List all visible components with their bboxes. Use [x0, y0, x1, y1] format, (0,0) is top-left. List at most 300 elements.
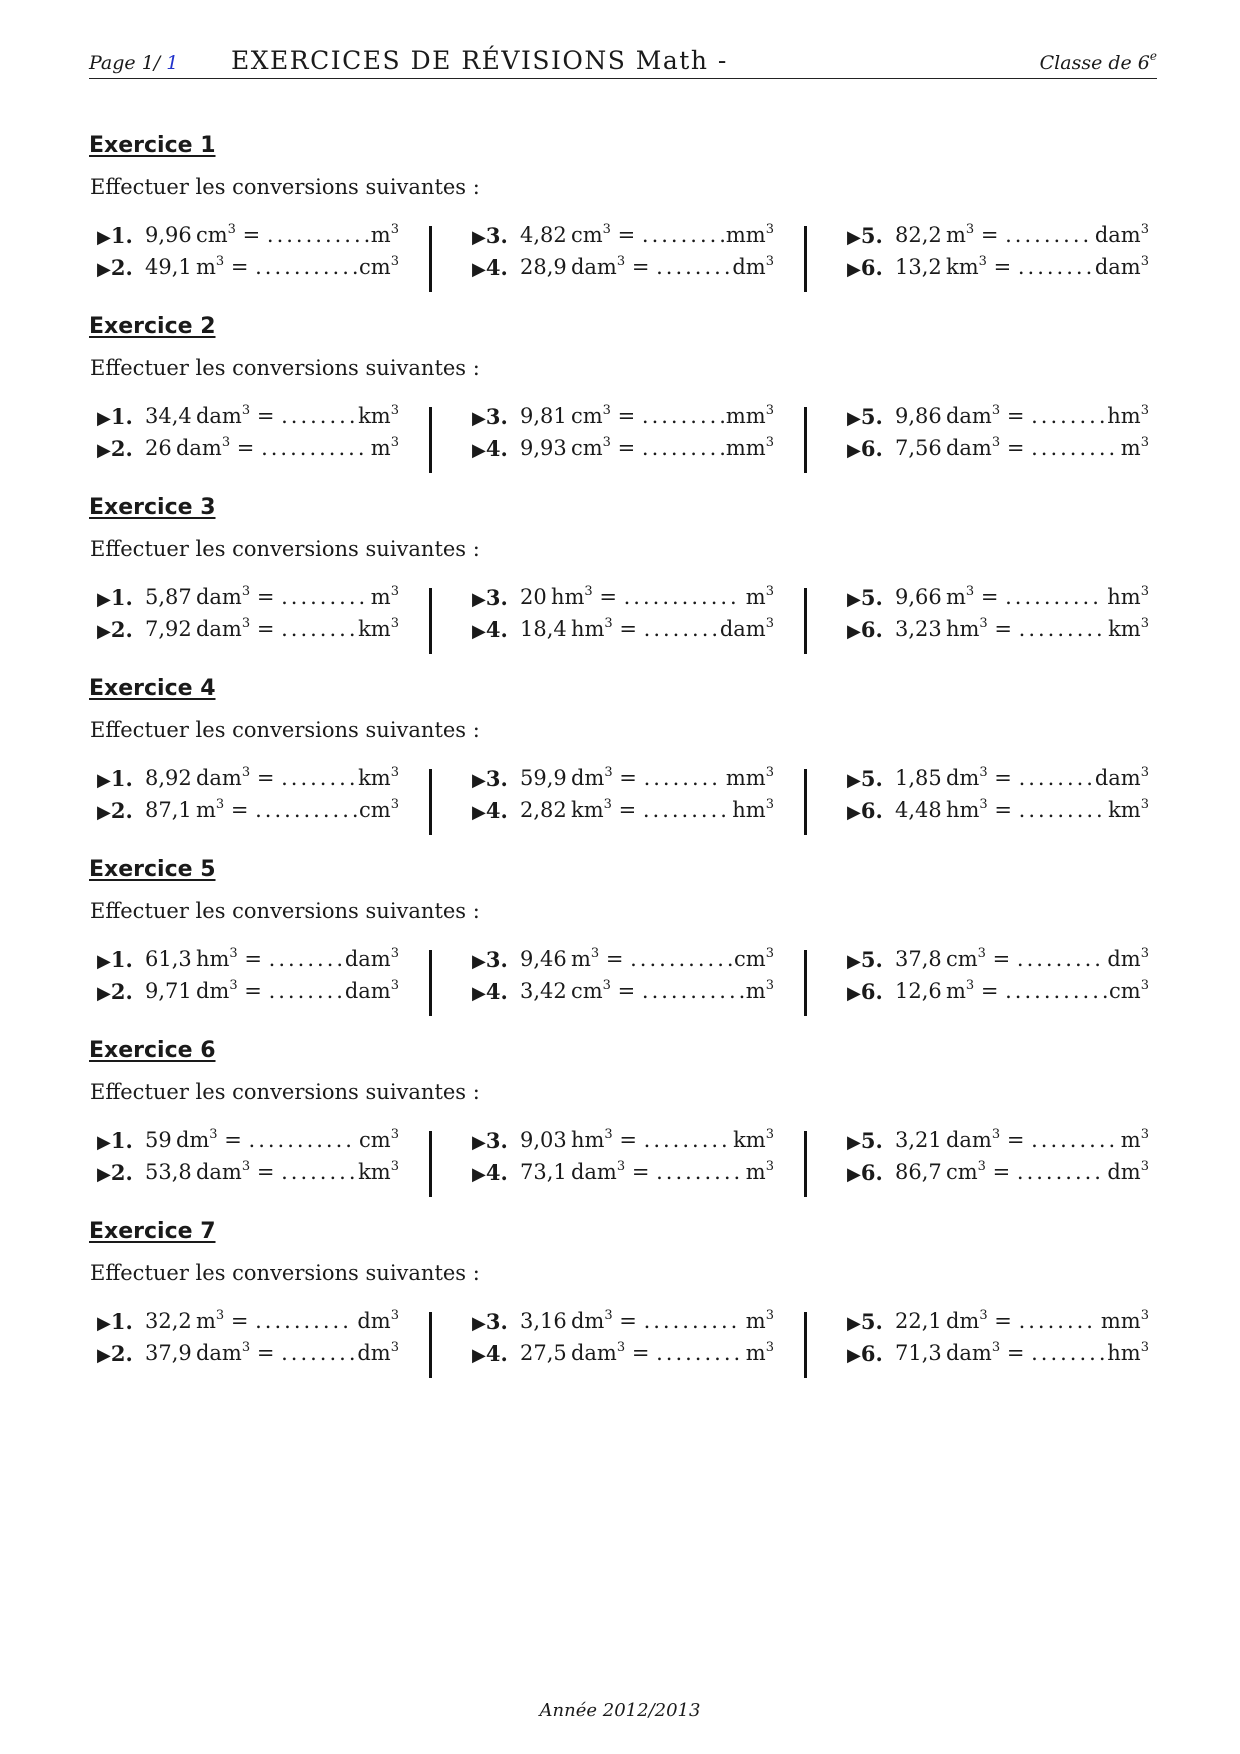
exercise-block — [89, 857, 1157, 1027]
cube-exponent: 3 — [765, 616, 774, 631]
conversion-item — [97, 798, 399, 828]
cube-exponent: 3 — [765, 765, 774, 780]
target-unit-wrap — [1109, 979, 1149, 1003]
item-number — [97, 404, 133, 429]
source-value: 9,86 — [895, 404, 942, 428]
exercise-column — [464, 1128, 774, 1196]
conversion-expression: 34,4 dam$^3$ = ........ — [145, 403, 359, 428]
conversion-expression: 9,96 $cm^3$ = ........... — [145, 222, 374, 247]
target-unit-wrap — [1101, 1309, 1149, 1333]
item-number-label: 6. — [860, 617, 883, 642]
cube-exponent: 3 — [765, 403, 774, 418]
conversion-item — [847, 1160, 1149, 1190]
item-number — [97, 979, 133, 1004]
item-number — [97, 436, 133, 461]
target-unit-wrap — [1095, 223, 1149, 247]
item-number — [97, 255, 133, 280]
triangle-bullet-icon: ▶ — [847, 589, 861, 610]
class-label-superscript: e — [1149, 49, 1157, 63]
cube-exponent: 3 — [590, 946, 600, 961]
cube-exponent: 3 — [1140, 222, 1149, 237]
cube-exponent: 3 — [1140, 1159, 1149, 1174]
conversion-expression: 59 $dm^3$ = ........... — [145, 1127, 355, 1152]
exercise-column — [89, 404, 399, 472]
source-value: 37,8 — [895, 947, 942, 971]
column-separator — [429, 407, 432, 473]
answer-blank[interactable]: .......... — [255, 1309, 352, 1333]
target-unit-wrap — [359, 1128, 399, 1152]
cube-exponent: 3 — [390, 435, 399, 450]
item-number-label: 3. — [485, 947, 508, 972]
cube-exponent: 3 — [978, 254, 987, 269]
column-separator — [804, 588, 807, 654]
target-unit: m — [1120, 436, 1141, 460]
conversion-item — [847, 1341, 1149, 1371]
triangle-bullet-icon: ▶ — [97, 802, 111, 823]
source-unit: cm — [945, 947, 978, 971]
cube-exponent: 3 — [602, 222, 611, 237]
target-unit: m — [370, 585, 391, 609]
source-unit: m — [195, 798, 216, 822]
conversion-item — [472, 1128, 774, 1158]
source-unit: hm — [570, 1128, 605, 1152]
answer-blank[interactable]: ........ — [656, 255, 734, 279]
answer-blank[interactable]: ......... — [1031, 436, 1119, 460]
item-number — [472, 223, 508, 248]
triangle-bullet-icon: ▶ — [847, 951, 861, 972]
answer-blank[interactable]: ......... — [656, 1341, 744, 1365]
answer-blank[interactable]: ........... — [641, 979, 749, 1003]
item-number — [472, 1341, 508, 1366]
answer-blank[interactable]: ......... — [641, 223, 729, 247]
source-value: 3,42 — [520, 979, 567, 1003]
answer-blank[interactable]: ........ — [1031, 1341, 1109, 1365]
column-separator — [429, 1312, 432, 1378]
answer-blank[interactable]: ........... — [266, 223, 374, 247]
conversion-expression: 22,1 $dm^3$ = ........ — [895, 1308, 1096, 1333]
item-number — [847, 979, 883, 1004]
conversion-item — [97, 947, 399, 977]
cube-exponent: 3 — [241, 765, 251, 780]
source-unit: dam — [195, 1160, 242, 1184]
answer-blank[interactable]: .......... — [1005, 585, 1102, 609]
target-unit-wrap — [1107, 585, 1149, 609]
target-unit: km — [733, 1128, 766, 1152]
answer-blank[interactable]: ........... — [255, 798, 362, 822]
conversion-expression: 73,1 dam$^3$ = ......... — [520, 1159, 744, 1184]
cube-exponent: 3 — [604, 616, 613, 631]
target-unit-wrap — [358, 766, 399, 790]
answer-blank[interactable]: ............ — [623, 585, 740, 609]
cube-exponent: 3 — [979, 1308, 988, 1323]
source-unit: cm — [570, 979, 603, 1003]
conversion-item — [847, 979, 1149, 1009]
triangle-bullet-icon: ▶ — [97, 1345, 111, 1366]
conversion-expression: 37,9 dam$^3$ = ........ — [145, 1340, 359, 1365]
target-unit-wrap — [726, 766, 774, 790]
exercise-column — [839, 1128, 1149, 1196]
cube-exponent: 3 — [390, 946, 399, 961]
answer-blank[interactable]: ........ — [281, 1341, 359, 1365]
item-number-label: 5. — [860, 766, 883, 791]
exercise-column — [464, 585, 774, 653]
cube-exponent: 3 — [1140, 254, 1149, 269]
source-value: 3,16 — [520, 1309, 567, 1333]
target-unit-wrap — [357, 1309, 399, 1333]
target-unit: mm — [725, 766, 766, 790]
exercise-column — [464, 766, 774, 834]
conversion-expression: 32,2 $m^3$ = .......... — [145, 1308, 352, 1333]
item-number-label: 1. — [110, 1309, 133, 1334]
conversion-expression: 3,16 $dm^3$ = .......... — [520, 1308, 741, 1333]
column-separator — [429, 1131, 432, 1197]
cube-exponent: 3 — [979, 797, 988, 812]
answer-blank[interactable]: ......... — [1005, 223, 1093, 247]
answer-blank[interactable]: ........ — [1018, 766, 1096, 790]
cube-exponent: 3 — [241, 584, 251, 599]
cube-exponent: 3 — [965, 222, 975, 237]
target-unit: dm — [357, 1341, 391, 1365]
conversion-item — [472, 798, 774, 828]
answer-blank[interactable]: .......... — [643, 1309, 741, 1333]
column-separator — [429, 588, 432, 654]
source-unit: dam — [175, 436, 222, 460]
answer-blank[interactable]: ........... — [255, 255, 362, 279]
item-number-label: 6. — [860, 1160, 883, 1185]
cube-exponent: 3 — [979, 765, 988, 780]
cube-exponent: 3 — [1140, 1340, 1149, 1355]
conversion-expression: 9,71 $dm^3$ = ........ — [145, 978, 346, 1003]
column-separator — [804, 769, 807, 835]
answer-blank[interactable]: ......... — [1016, 1160, 1104, 1184]
conversion-expression: 4,82 $cm^3$ = ......... — [520, 222, 729, 247]
cube-exponent: 3 — [1140, 403, 1149, 418]
target-unit-wrap — [1108, 617, 1149, 641]
target-unit: dam — [719, 617, 766, 641]
source-value: 27,5 — [520, 1341, 567, 1365]
target-unit: cm — [1109, 979, 1141, 1003]
target-unit: hm — [732, 798, 766, 822]
triangle-bullet-icon: ▶ — [472, 983, 486, 1004]
exercise-title: Exercice 2 — [89, 314, 216, 339]
column-separator — [804, 950, 807, 1016]
exercise-column — [89, 585, 399, 653]
target-unit: dm — [1107, 947, 1141, 971]
item-number — [847, 1160, 883, 1185]
item-number-label: 3. — [485, 223, 508, 248]
conversion-item — [472, 436, 774, 466]
answer-blank[interactable]: ........ — [268, 979, 346, 1003]
answer-blank[interactable]: ......... — [1031, 1128, 1119, 1152]
triangle-bullet-icon: ▶ — [847, 408, 861, 429]
item-number — [472, 979, 508, 1004]
source-unit: dm — [195, 979, 230, 1003]
cube-exponent: 3 — [390, 222, 399, 237]
item-number — [472, 585, 508, 610]
exercise-block — [89, 495, 1157, 665]
cube-exponent: 3 — [604, 1308, 613, 1323]
exercise-title: Exercice 4 — [89, 676, 216, 701]
conversion-item — [97, 404, 399, 434]
source-value: 4,48 — [895, 798, 942, 822]
conversion-expression: 3,42 $cm^3$ = ........... — [520, 978, 749, 1003]
exercise-instruction: Effectuer les conversions suivantes : — [90, 356, 480, 380]
target-unit-wrap — [746, 585, 774, 609]
target-unit: cm — [359, 798, 391, 822]
answer-blank[interactable]: ......... — [641, 404, 729, 428]
target-unit: dm — [1107, 1160, 1141, 1184]
source-value: 5,87 — [145, 585, 192, 609]
item-number — [847, 617, 883, 642]
cube-exponent: 3 — [765, 978, 774, 993]
source-unit: dam — [570, 1341, 617, 1365]
item-number-label: 4. — [485, 1341, 508, 1366]
target-unit: km — [1108, 617, 1141, 641]
source-unit: km — [570, 798, 604, 822]
triangle-bullet-icon: ▶ — [472, 1164, 486, 1185]
source-value: 8,92 — [145, 766, 192, 790]
answer-blank[interactable]: ........... — [261, 436, 368, 460]
item-number-label: 2. — [110, 617, 133, 642]
cube-exponent: 3 — [229, 946, 238, 961]
column-separator — [429, 769, 432, 835]
item-number — [97, 617, 133, 642]
item-number-label: 6. — [860, 436, 883, 461]
exercise-instruction: Effectuer les conversions suivantes : — [90, 718, 480, 742]
item-number-label: 5. — [860, 1309, 883, 1334]
source-unit: hm — [945, 617, 980, 641]
triangle-bullet-icon: ▶ — [847, 770, 861, 791]
source-value: 18,4 — [520, 617, 567, 641]
target-unit-wrap — [1107, 1341, 1149, 1365]
answer-blank[interactable]: ........ — [281, 1160, 359, 1184]
triangle-bullet-icon: ▶ — [472, 802, 486, 823]
item-number-label: 3. — [485, 585, 508, 610]
cube-exponent: 3 — [241, 403, 251, 418]
triangle-bullet-icon: ▶ — [472, 408, 486, 429]
triangle-bullet-icon: ▶ — [472, 951, 486, 972]
answer-blank[interactable]: ........... — [248, 1128, 355, 1152]
conversion-item — [472, 979, 774, 1009]
source-unit: m — [570, 947, 591, 971]
answer-blank[interactable]: ......... — [643, 1128, 731, 1152]
item-number — [472, 255, 508, 280]
answer-blank[interactable]: ........ — [643, 617, 722, 641]
exercise-instruction: Effectuer les conversions suivantes : — [90, 1261, 480, 1285]
cube-exponent: 3 — [390, 254, 399, 269]
conversion-expression: 4,48 $hm^3$ = ......... — [895, 797, 1106, 822]
page-total-link[interactable]: 1 — [166, 52, 179, 74]
target-unit: km — [358, 617, 391, 641]
exercise-column — [839, 585, 1149, 653]
column-separator — [804, 1312, 807, 1378]
source-value: 37,9 — [145, 1341, 192, 1365]
answer-blank[interactable]: ........ — [1031, 404, 1109, 428]
answer-blank[interactable]: ........ — [1017, 255, 1096, 279]
item-number-label: 5. — [860, 1128, 883, 1153]
answer-blank[interactable]: ......... — [656, 1160, 744, 1184]
source-unit: dam — [195, 617, 242, 641]
conversion-expression: 37,8 $cm^3$ = ......... — [895, 946, 1104, 971]
answer-blank[interactable]: ......... — [641, 436, 729, 460]
exercise-block — [89, 133, 1157, 303]
item-number-label: 4. — [485, 798, 508, 823]
conversion-expression: 61,3 $hm^3$ = ........ — [145, 946, 347, 971]
source-unit: dam — [945, 1128, 992, 1152]
conversion-item — [847, 798, 1149, 828]
source-value: 9,96 — [145, 223, 192, 247]
answer-blank[interactable]: ........... — [630, 947, 737, 971]
item-number-label: 4. — [485, 1160, 508, 1185]
source-value: 59,9 — [520, 766, 567, 790]
cube-exponent: 3 — [991, 403, 1001, 418]
triangle-bullet-icon: ▶ — [97, 1164, 111, 1185]
triangle-bullet-icon: ▶ — [847, 259, 861, 280]
source-value: 9,71 — [145, 979, 192, 1003]
target-unit-wrap — [1095, 255, 1149, 279]
conversion-expression: 28,9 dam$^3$ = ........ — [520, 254, 734, 279]
conversion-expression: 12,6 $m^3$ = ........... — [895, 978, 1112, 1003]
target-unit: hm — [1107, 1341, 1141, 1365]
target-unit: dm — [732, 255, 766, 279]
conversion-item — [97, 617, 399, 647]
target-unit: km — [358, 766, 391, 790]
target-unit-wrap — [733, 1128, 774, 1152]
cube-exponent: 3 — [765, 1340, 774, 1355]
triangle-bullet-icon: ▶ — [847, 621, 861, 642]
triangle-bullet-icon: ▶ — [97, 1313, 111, 1334]
cube-exponent: 3 — [765, 584, 774, 599]
target-unit-wrap — [732, 798, 774, 822]
item-number — [97, 1341, 133, 1366]
target-unit: m — [745, 979, 766, 1003]
triangle-bullet-icon: ▶ — [472, 1313, 486, 1334]
conversion-item — [847, 1309, 1149, 1339]
source-value: 9,46 — [520, 947, 567, 971]
source-value: 87,1 — [145, 798, 192, 822]
answer-blank[interactable]: ........ — [281, 617, 359, 641]
answer-blank[interactable]: ........ — [643, 766, 721, 790]
source-unit: dam — [570, 255, 617, 279]
triangle-bullet-icon: ▶ — [472, 259, 486, 280]
item-number-label: 6. — [860, 979, 883, 1004]
item-number-label: 5. — [860, 947, 883, 972]
cube-exponent: 3 — [1140, 765, 1149, 780]
target-unit-wrap — [1121, 436, 1149, 460]
answer-blank[interactable]: ........ — [1018, 1309, 1096, 1333]
conversion-expression: 86,7 $cm^3$ = ......... — [895, 1159, 1104, 1184]
cube-exponent: 3 — [965, 584, 975, 599]
target-unit-wrap — [726, 223, 774, 247]
answer-blank[interactable]: ......... — [642, 798, 730, 822]
exercise-column — [464, 223, 774, 291]
exercise-instruction: Effectuer les conversions suivantes : — [90, 899, 480, 923]
source-value: 22,1 — [895, 1309, 942, 1333]
item-number — [97, 798, 133, 823]
source-unit: dam — [195, 404, 242, 428]
conversion-expression: 13,2 $km^3$ = ........ — [895, 254, 1096, 279]
answer-blank[interactable]: ........ — [268, 947, 347, 971]
item-number-label: 6. — [860, 798, 883, 823]
source-value: 61,3 — [145, 947, 192, 971]
page-number-prefix: Page 1/ — [89, 52, 167, 74]
cube-exponent: 3 — [765, 435, 774, 450]
page-header — [89, 42, 1157, 79]
conversion-expression: 1,85 $dm^3$ = ........ — [895, 765, 1096, 790]
source-unit: hm — [945, 798, 980, 822]
answer-blank[interactable]: ........ — [281, 766, 359, 790]
answer-blank[interactable]: ......... — [1018, 798, 1106, 822]
conversion-expression: 53,8 dam$^3$ = ........ — [145, 1159, 359, 1184]
cube-exponent: 3 — [390, 765, 399, 780]
target-unit-wrap — [746, 1160, 774, 1184]
exercise-title: Exercice 6 — [89, 1038, 216, 1063]
item-number-label: 1. — [110, 223, 133, 248]
target-unit-wrap — [1107, 947, 1149, 971]
cube-exponent: 3 — [1140, 978, 1149, 993]
exercise-column — [839, 766, 1149, 834]
cube-exponent: 3 — [616, 1159, 626, 1174]
item-number-label: 1. — [110, 404, 133, 429]
cube-exponent: 3 — [215, 797, 225, 812]
answer-blank[interactable]: ........ — [281, 404, 359, 428]
item-number-label: 2. — [110, 1160, 133, 1185]
cube-exponent: 3 — [765, 1127, 774, 1142]
triangle-bullet-icon: ▶ — [97, 440, 111, 461]
exercise-column — [839, 1309, 1149, 1377]
exercise-column — [89, 947, 399, 1015]
target-unit: m — [370, 223, 391, 247]
conversion-expression: 3,21 dam$^3$ = ......... — [895, 1127, 1119, 1152]
answer-blank[interactable]: ......... — [281, 585, 369, 609]
conversion-item — [472, 766, 774, 796]
target-unit-wrap — [746, 979, 774, 1003]
cube-exponent: 3 — [616, 1340, 626, 1355]
page-footer: Année 2012/2013 — [539, 1700, 701, 1721]
item-number-label: 4. — [485, 979, 508, 1004]
item-number — [847, 947, 883, 972]
exercise-column — [89, 1128, 399, 1196]
conversion-item — [472, 1309, 774, 1339]
column-separator — [429, 950, 432, 1016]
target-unit: m — [370, 436, 391, 460]
triangle-bullet-icon: ▶ — [97, 770, 111, 791]
column-separator — [429, 226, 432, 292]
source-unit: m — [195, 1309, 216, 1333]
cube-exponent: 3 — [227, 222, 236, 237]
source-value: 3,21 — [895, 1128, 942, 1152]
answer-blank[interactable]: ......... — [1018, 617, 1106, 641]
target-unit-wrap — [359, 798, 399, 822]
source-unit: dm — [570, 1309, 605, 1333]
item-number-label: 4. — [485, 436, 508, 461]
target-unit: m — [745, 1309, 766, 1333]
target-unit: dam — [1094, 766, 1141, 790]
conversion-item — [847, 436, 1149, 466]
item-number-label: 1. — [110, 585, 133, 610]
target-unit: cm — [734, 947, 766, 971]
conversion-item — [472, 617, 774, 647]
source-unit: cm — [570, 223, 603, 247]
exercise-column — [839, 223, 1149, 291]
target-unit-wrap — [358, 404, 399, 428]
triangle-bullet-icon: ▶ — [847, 1345, 861, 1366]
answer-blank[interactable]: ........... — [1005, 979, 1112, 1003]
triangle-bullet-icon: ▶ — [472, 1345, 486, 1366]
target-unit-wrap — [726, 436, 774, 460]
item-number — [847, 1341, 883, 1366]
answer-blank[interactable]: ......... — [1016, 947, 1104, 971]
